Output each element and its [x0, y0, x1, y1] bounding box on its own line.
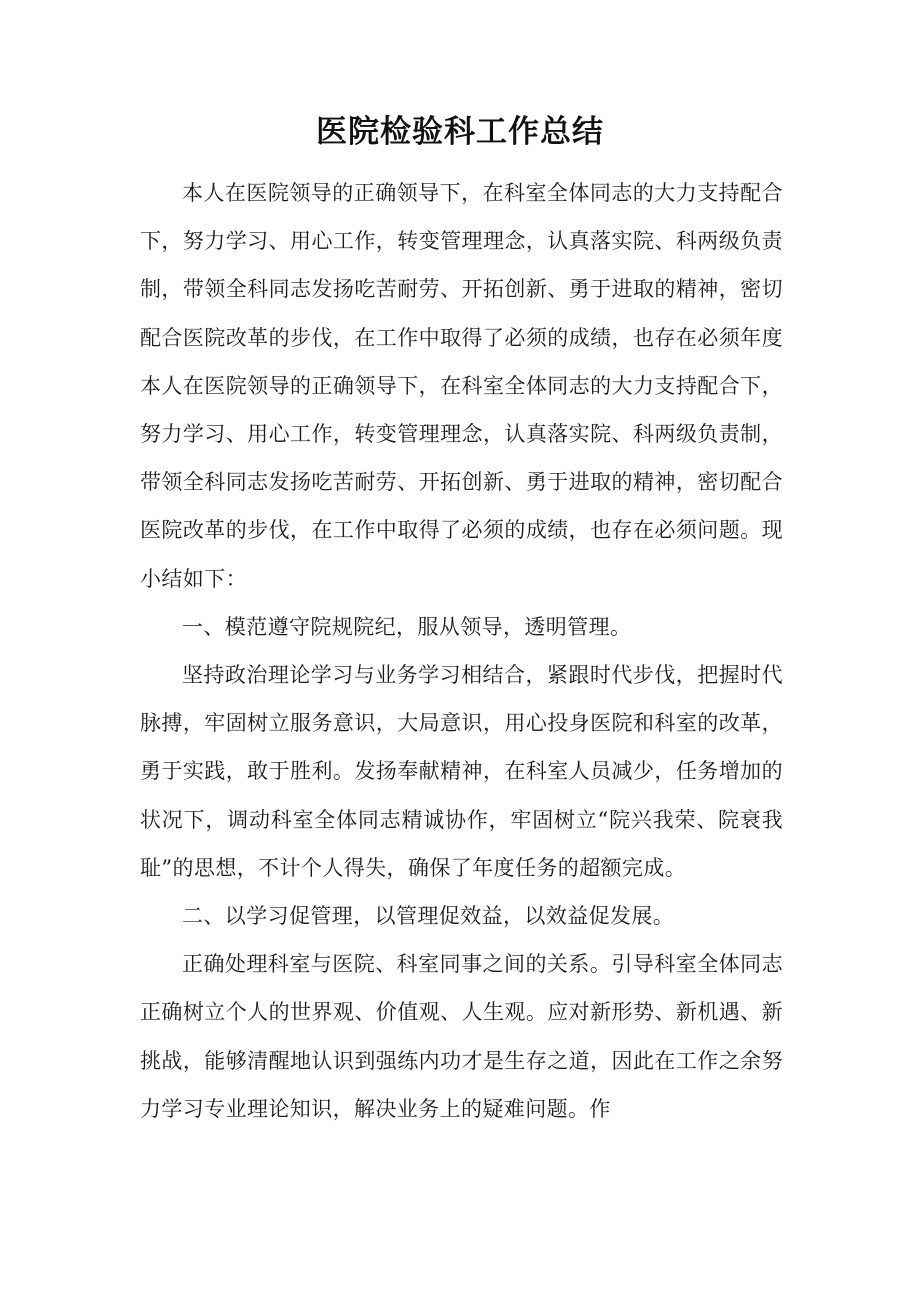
section-heading-1: 一、模范遵守院规院纪，服从领导，透明管理。: [182, 614, 632, 639]
paragraph-section-2: 正确处理科室与医院、科室同事之间的关系。引导科室全体同志正确树立个人的世界观、价值观、人生观。应对新形势、新机遇、新挑战，能够清醒地认识到强练内功才是生存之道，因此在工作之余努力学习专业理论知识，解决业务上的疑难问题。作: [140, 952, 783, 1121]
document-body: [140, 169, 783, 1133]
section-heading-2: 二、以学习促管理，以管理促效益，以效益促发展。: [182, 904, 675, 929]
document-title: 医院检验科工作总结: [316, 114, 604, 150]
paragraph-intro: 本人在医院领导的正确领导下，在科室全体同志的大力支持配合下，努力学习、用心工作，转变管理理念，认真落实院、科两级负责制，带领全科同志发扬吃苦耐劳、开拓创新、勇于进取的精神，密切配合医院改革的步伐，在工作中取得了必须的成绩，也存在必须年度本人在医院领导的正确领导下，在科室全体同志的大力支持配合下，努力学习、用心工作，转变管理理念，认真落实院、科两级负责制，带领全科同志发扬吃苦耐劳、开拓创新、勇于进取的精神，密切配合医院改革的步伐，在工作中取得了必须的成绩，也存在必须问题。现小结如下：: [140, 181, 783, 591]
paragraph-section-1: 坚持政治理论学习与业务学习相结合，紧跟时代步伐，把握时代脉搏，牢固树立服务意识，大局意识，用心投身医院和科室的改革，勇于实践，敢于胜利。发扬奉献精神，在科室人员减少，任务增加的状况下，调动科室全体同志精诚协作，牢固树立“院兴我荣、院衰我耻”的思想，不计个人得失，确保了年度任务的超额完成。: [140, 663, 783, 880]
